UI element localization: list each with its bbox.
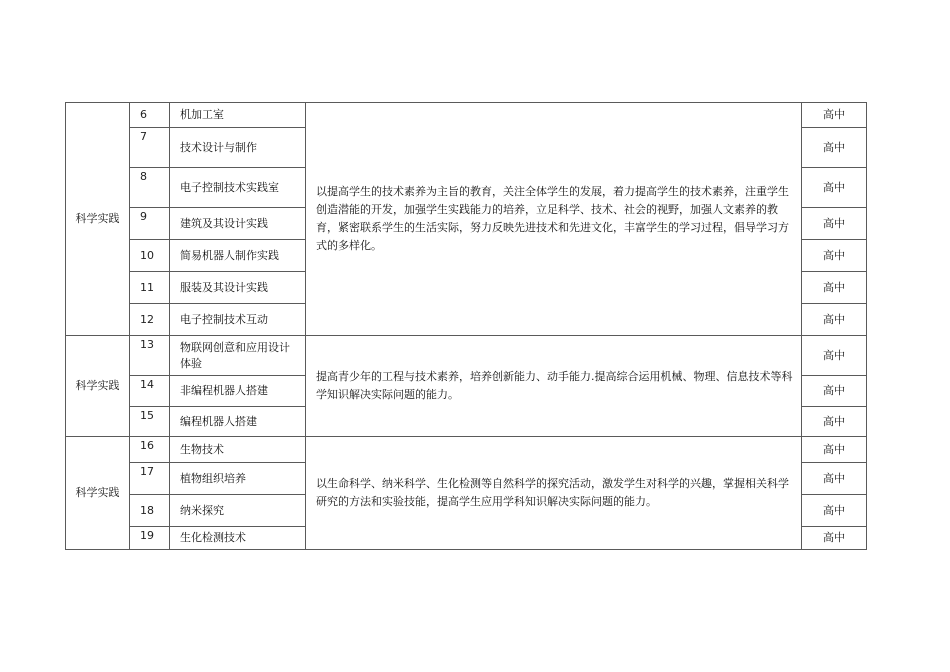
course-name: 简易机器人制作实践 bbox=[170, 240, 306, 272]
course-name: 非编程机器人搭建 bbox=[170, 376, 306, 407]
course-number: 6 bbox=[130, 103, 170, 128]
level-cell: 高中 bbox=[802, 376, 867, 407]
level-cell: 高中 bbox=[802, 103, 867, 128]
category-cell: 科学实践 bbox=[66, 103, 130, 336]
level-cell: 高中 bbox=[802, 336, 867, 376]
course-name: 生物技术 bbox=[170, 437, 306, 463]
course-number: 17 bbox=[130, 463, 170, 495]
level-cell: 高中 bbox=[802, 463, 867, 495]
course-number: 15 bbox=[130, 407, 170, 437]
course-name: 服装及其设计实践 bbox=[170, 272, 306, 304]
course-number: 9 bbox=[130, 208, 170, 240]
table-row bbox=[66, 437, 867, 463]
level-cell: 高中 bbox=[802, 128, 867, 168]
level-cell: 高中 bbox=[802, 208, 867, 240]
category-cell: 科学实践 bbox=[66, 336, 130, 437]
course-name: 生化检测技术 bbox=[170, 527, 306, 550]
course-number: 14 bbox=[130, 376, 170, 407]
course-number: 8 bbox=[130, 168, 170, 208]
course-name: 物联网创意和应用设计体验 bbox=[170, 336, 306, 376]
course-number: 13 bbox=[130, 336, 170, 376]
course-number: 18 bbox=[130, 495, 170, 527]
course-number: 11 bbox=[130, 272, 170, 304]
course-name: 电子控制技术实践室 bbox=[170, 168, 306, 208]
table-row bbox=[66, 336, 867, 376]
course-name: 技术设计与制作 bbox=[170, 128, 306, 168]
curriculum-table bbox=[65, 102, 867, 550]
level-cell: 高中 bbox=[802, 272, 867, 304]
level-cell: 高中 bbox=[802, 527, 867, 550]
course-name: 编程机器人搭建 bbox=[170, 407, 306, 437]
course-name: 纳米探究 bbox=[170, 495, 306, 527]
description-cell: 以提高学生的技术素养为主旨的教育，关注全体学生的发展，着力提高学生的技术素养，注重学生创造潜能的开发，加强学生实践能力的培养，立足科学、技术、社会的视野，加强人文素养的教育，紧密联系学生的生活实际，努力反映先进技术和先进文化，丰富学生的学习过程，倡导学习方式的多样化。 bbox=[306, 103, 802, 336]
course-number: 12 bbox=[130, 304, 170, 336]
course-name: 电子控制技术互动 bbox=[170, 304, 306, 336]
category-cell: 科学实践 bbox=[66, 437, 130, 550]
level-cell: 高中 bbox=[802, 168, 867, 208]
level-cell: 高中 bbox=[802, 240, 867, 272]
description-cell: 以生命科学、纳米科学、生化检测等自然科学的探究活动，激发学生对科学的兴趣，掌握相关科学研究的方法和实验技能，提高学生应用学科知识解决实际问题的能力。 bbox=[306, 437, 802, 550]
level-cell: 高中 bbox=[802, 304, 867, 336]
level-cell: 高中 bbox=[802, 495, 867, 527]
course-number: 16 bbox=[130, 437, 170, 463]
course-name: 植物组织培养 bbox=[170, 463, 306, 495]
level-cell: 高中 bbox=[802, 437, 867, 463]
course-number: 7 bbox=[130, 128, 170, 168]
table-row bbox=[66, 103, 867, 128]
description-cell: 提高青少年的工程与技术素养，培养创新能力、动手能力.提高综合运用机械、物理、信息技术等科学知识解决实际问题的能力。 bbox=[306, 336, 802, 437]
course-name: 机加工室 bbox=[170, 103, 306, 128]
course-number: 10 bbox=[130, 240, 170, 272]
course-name: 建筑及其设计实践 bbox=[170, 208, 306, 240]
level-cell: 高中 bbox=[802, 407, 867, 437]
course-number: 19 bbox=[130, 527, 170, 550]
